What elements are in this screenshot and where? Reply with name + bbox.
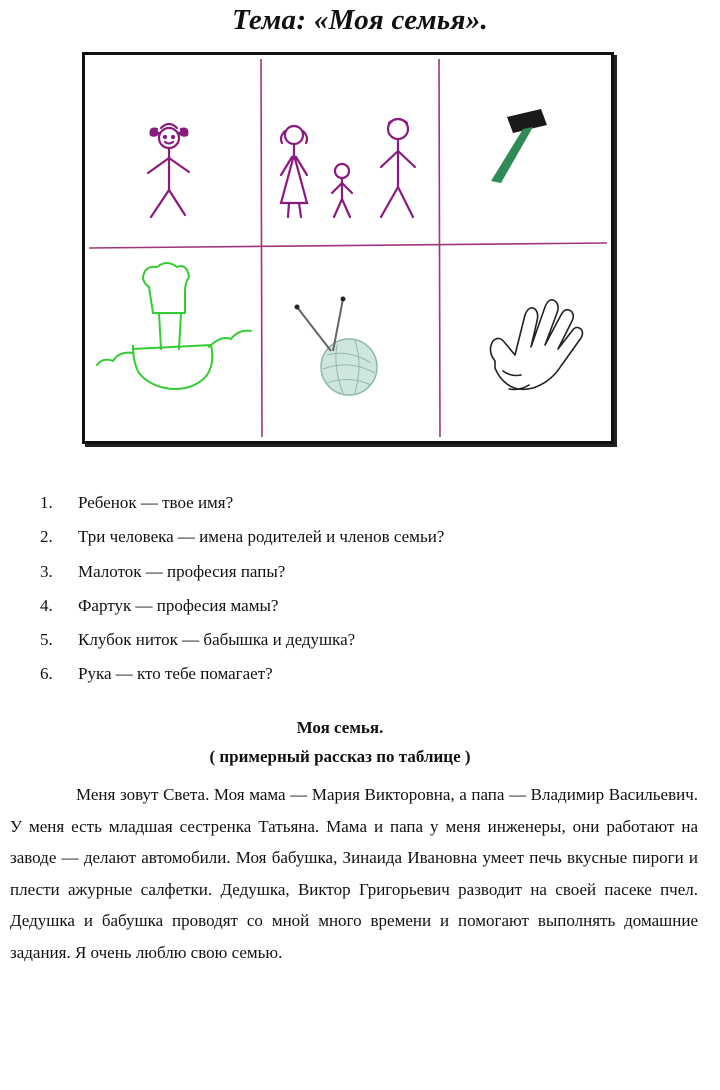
picture-table xyxy=(82,52,614,444)
yarn-ball-icon xyxy=(295,297,378,396)
grid-line-vertical-2 xyxy=(439,59,440,437)
question-item xyxy=(40,562,444,596)
question-item xyxy=(40,527,444,561)
hand-icon xyxy=(490,300,582,390)
picture-table-drawing xyxy=(85,55,611,441)
question-number: 6. xyxy=(40,664,53,684)
question-text: Три человека — имена родителей и членов семьи? xyxy=(78,527,445,547)
family-figures-icon xyxy=(281,119,415,217)
story-subtitle: ( примерный рассказ по таблице ) xyxy=(209,747,471,766)
girl-figure-icon xyxy=(148,124,189,217)
question-text: Клубок ниток — бабышка и дедушка? xyxy=(78,630,356,650)
question-item xyxy=(40,630,444,664)
question-item xyxy=(40,493,444,527)
page-title: Тема: «Моя семья». xyxy=(231,4,489,36)
question-text: Фартук — професия мамы? xyxy=(78,595,279,615)
story-text: Меня зовут Света. Моя мама — Мария Викторовна, а папа — Владимир Васильевич. У меня есть младшая сестренка Татьяна. Мама и папа у меня инженеры, они работают на заводе — делают автомобили. Моя бабушка, Зинаида Ивановна умеет печь вкусные пироги и плести ажурные салфетки. Дедушка, Виктор Григорьевич разводит на своей пасеке пчел. Дедушка и бабушка проводят со мной много времени и помогают выполнять домашние задания. Я очень люблю свою семью. xyxy=(10,785,698,962)
question-list xyxy=(40,493,444,699)
question-number: 4. xyxy=(40,595,53,615)
question-number: 5. xyxy=(40,630,53,650)
question-number: 3. xyxy=(40,561,53,581)
apron-icon xyxy=(97,263,251,389)
hammer-icon xyxy=(491,109,547,183)
grid-line-vertical-1 xyxy=(261,59,262,437)
question-item xyxy=(40,596,444,630)
question-number: 2. xyxy=(40,527,53,547)
question-item xyxy=(40,664,444,698)
story-title: Моя семья. xyxy=(296,718,384,737)
question-text: Малоток — професия папы? xyxy=(78,561,286,581)
question-text: Рука — кто тебе помагает? xyxy=(78,664,273,684)
question-text: Ребенок — твое имя? xyxy=(78,493,234,512)
grid-line-horizontal xyxy=(89,243,607,248)
question-number: 1. xyxy=(40,493,53,512)
